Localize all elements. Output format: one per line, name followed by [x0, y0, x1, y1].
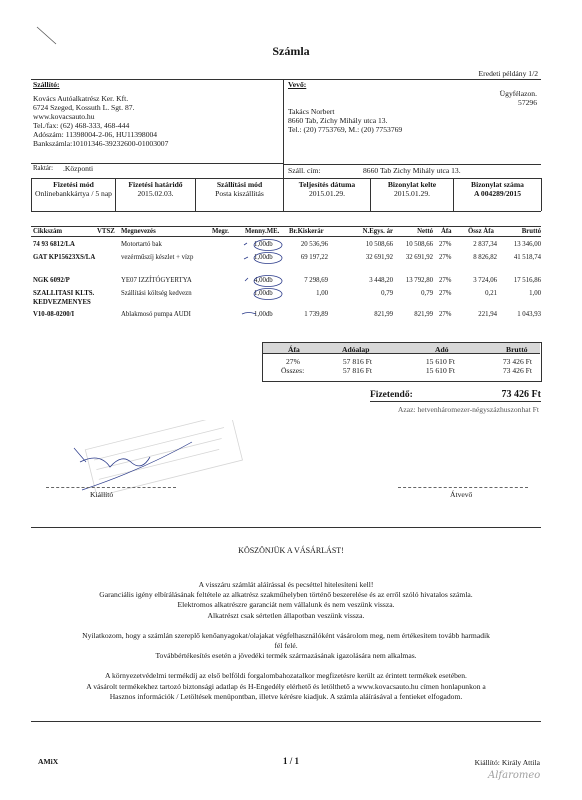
quantity-checkmarks — [240, 236, 300, 326]
summary-total-base: 57 816 Ft — [342, 366, 372, 375]
summary-rate: 27% — [286, 357, 300, 366]
info-document-number: Bizonylat száma A 004289/2015 — [471, 180, 524, 198]
col-vat: Áfa — [441, 228, 452, 235]
total-amount: 73 426 Ft — [501, 389, 541, 400]
seller-line: Tel./fax: (62) 468-333, 468-444 — [33, 121, 130, 130]
footer-line: Nyilatkozom, hogy a számlán szereplő kenőanyagokat/olajakat végfelhasználóként vásárolom meg, nem értékesítem tovább harmadik — [82, 630, 490, 640]
client-id: 57296 — [518, 98, 537, 107]
footer-line: Hasznos információk / Letöltések menüpontban, illetve kérésre kiadjuk. A számla aláírásával a fentieket elfogadom. — [109, 691, 463, 701]
table-row: GAT KP15623XS/LA vezérműszíj készlet + vízp 1,00db 69 197,22 32 691,92 32 691,92 27% 8 826,82 41 518,74 — [33, 254, 541, 261]
page-number: 1 / 1 — [282, 756, 299, 766]
total-in-words: Azaz: hetvenháromezer-négyszázhuszonhat Ft — [397, 405, 539, 414]
info-payment-due: Fizetési határidő 2015.02.03. — [128, 180, 183, 198]
summary-tax: 15 610 Ft — [425, 357, 455, 366]
col-code: Cikkszám — [33, 228, 63, 235]
company-stamp — [60, 420, 260, 500]
seller-line: Kovács Autóalkatrész Ker. Kft. — [33, 94, 129, 103]
issuer-signature-label: Kiállító — [90, 490, 114, 499]
table-row: NGK 6092/P YE07 IZZÍTÓGYERTYA 4,00db 7 298,69 3 448,20 13 792,80 27% 3 724,06 17 516,86 — [33, 277, 541, 284]
table-row: SZALLITASI KLTS. KEDVEZMENYES Szállítási költség kedvezn 1,00db 1,00 0,79 0,79 27% 0,21 1,00 — [33, 290, 541, 306]
col-vtsz: VTSZ — [97, 228, 115, 235]
client-label: Ügyfélazon. — [499, 89, 537, 98]
summary-col-gross: Bruttó — [506, 345, 528, 354]
info-shipping-method: Szállítási mód Posta kiszállítás — [215, 180, 264, 198]
col-qty: Menny.ME. — [245, 228, 280, 235]
col-gross-list: Br.Kiskerár — [289, 228, 324, 235]
document-title: Számla — [272, 44, 310, 58]
footer-line: fél felé. — [274, 641, 298, 651]
scan-mark — [36, 26, 58, 46]
receiver-signature-label: Átvevő — [450, 490, 473, 499]
col-net-unit: N.Egys. ár — [362, 228, 393, 235]
summary-base: 57 816 Ft — [342, 357, 372, 366]
summary-total-tax: 15 610 Ft — [425, 366, 455, 375]
shipping-label: Száll. cím: — [288, 166, 321, 175]
footer-line: Továbbértékesítés esetén a jövedéki termék származásának igazolására nem alkalmas. — [155, 651, 417, 661]
table-row: V10-08-0200/I Ablakmosó pumpa AUDI 1,00db 1 739,89 821,99 821,99 27% 221,94 1 043,93 — [33, 311, 541, 318]
col-unit: Megr. — [212, 228, 229, 235]
issuer-name: Kiállító: Király Attila — [474, 758, 540, 767]
seller-heading: Szállító: — [33, 80, 60, 89]
summary-total-label: Összes: — [281, 366, 305, 375]
shipping-value: 8660 Tab Zichy Mihály utca 13. — [363, 166, 461, 175]
summary-gross: 73 426 Ft — [502, 357, 532, 366]
summary-total-gross: 73 426 Ft — [502, 366, 532, 375]
seller-line: www.kovacsauto.hu — [33, 112, 95, 121]
col-gross: Bruttó — [521, 228, 541, 235]
summary-col-tax: Adó — [435, 345, 449, 354]
buyer-line: 8660 Tab, Zichy Mihály utca 13. — [288, 116, 388, 125]
footer-line: Garanciális igény elbírálásának feltétele az alkatrész szakműhelyben történő beszerelése és az erről szóló hivatalos számla. — [99, 590, 473, 600]
col-net: Nettó — [417, 228, 433, 235]
thanks-text: KÖSZÖNJÜK A VÁSÁRLÁST! — [238, 546, 344, 555]
info-fulfillment-date: Teljesítés dátuma 2015.01.29. — [298, 180, 356, 198]
footer-notes — [31, 580, 541, 702]
warehouse-label: Raktár: — [33, 165, 54, 172]
watermark: Alfaromeo — [488, 770, 541, 781]
seller-line: 6724 Szeged, Kossuth L. Sgt. 87. — [33, 103, 135, 112]
table-row: 74 93 6812/LA Motortartó bak 1,00db 20 536,96 10 508,66 10 508,66 27% 2 837,34 13 346,00 — [33, 241, 541, 248]
footer-line: Alkatrészt csak sértetlen állapotban veszünk vissza. — [207, 610, 365, 620]
copy-note: Eredeti példány 1/2 — [478, 69, 538, 78]
seller-line: Adószám: 11398004-2-06, HU11398004 — [33, 130, 158, 139]
seller-address — [33, 94, 168, 148]
summary-col-rate: Áfa — [288, 345, 300, 354]
buyer-line: Tel.: (20) 7753769, M.: (20) 7753769 — [288, 125, 403, 134]
footer-line: A vásárolt termékekhez tartozó biztonsági adatlap és H-Engedély elérhető és letölthető a www.kovacsauto.hu címen honlapunkon a — [86, 681, 486, 691]
col-vat-total: Össz Áfa — [468, 228, 494, 235]
software-name: AMiX — [38, 757, 59, 766]
info-issue-date: Bizonylat kelte 2015.01.29. — [387, 180, 437, 198]
buyer-line: Takács Norbert — [288, 107, 335, 116]
warehouse-value: .Központi — [63, 164, 94, 173]
total-label: Fizetendő: — [370, 390, 413, 400]
footer-line: A visszáru számlát aláírással és pecséttel hitelesíteni kell! — [198, 580, 374, 589]
footer-line: A környezetvédelmi termékdíj az első belföldi forgalombahozatalkor megfizetésre került az érintett termékek esetében. — [105, 671, 467, 681]
info-payment-method: Fizetési mód Onlinebankkártya / 5 nap — [35, 180, 112, 198]
buyer-address — [288, 107, 402, 134]
seller-line: Bankszámla:10101346-39232600-01003007 — [33, 139, 169, 148]
col-name: Megnevezés — [121, 228, 156, 235]
buyer-heading: Vevő: — [288, 80, 307, 89]
footer-line: Elektromos alkatrészre garanciát nem vállalunk és nem veszünk vissza. — [177, 600, 395, 610]
summary-col-base: Adóalap — [342, 345, 370, 354]
